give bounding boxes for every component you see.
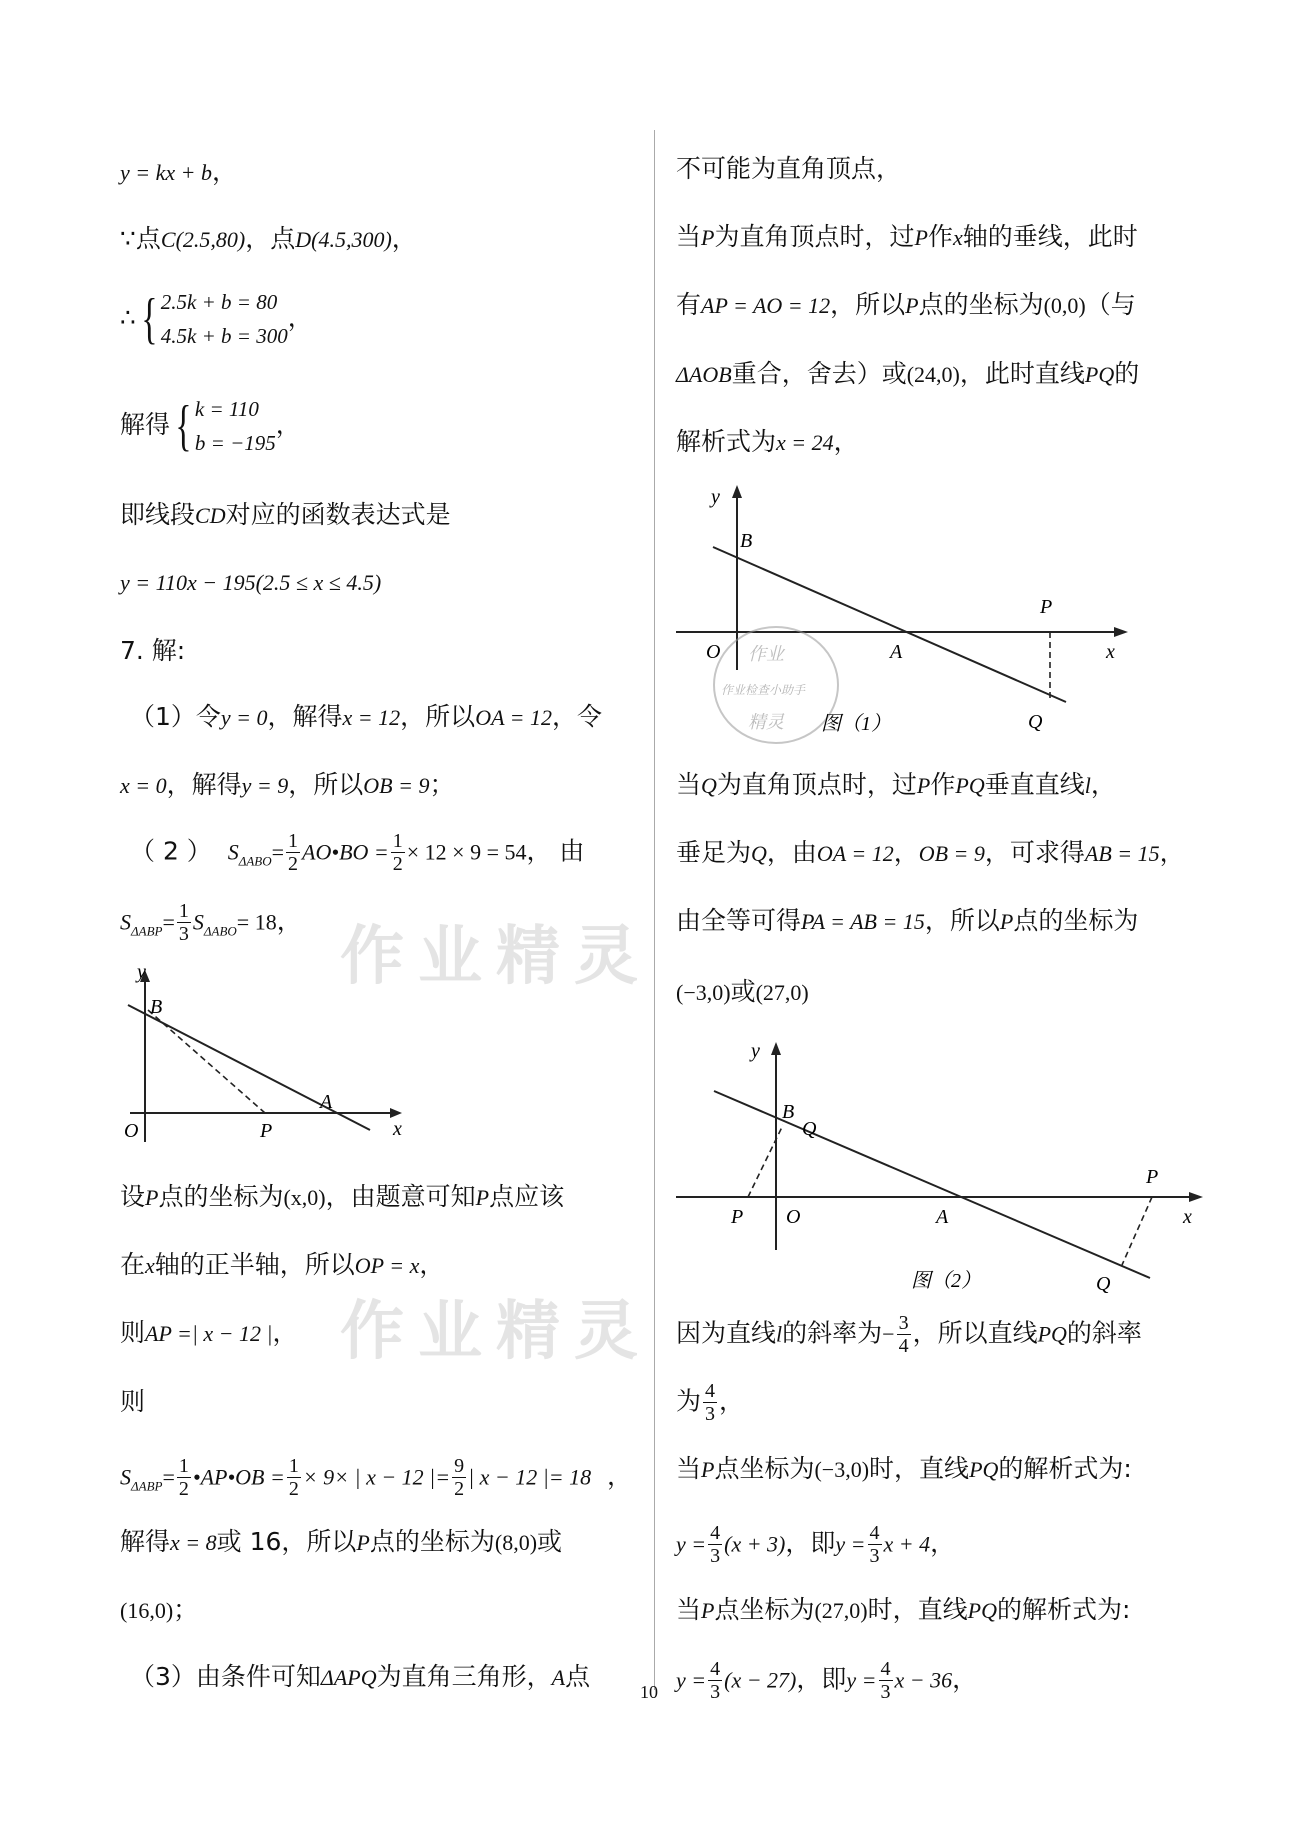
x-label: x [1183, 1206, 1192, 1228]
point-q2-label: Q [1096, 1273, 1111, 1295]
text-line: (−3,0)或(27,0) [676, 977, 809, 1006]
part1-line1: （1）令y = 0，解得x = 12，所以OA = 12，令 [130, 702, 602, 731]
text-line: 解得x = 8或 16，所以P点的坐标为(8,0)或 [120, 1527, 563, 1556]
y-label: y [137, 961, 146, 983]
text-line: 当P点坐标为(27,0)时，直线PQ的解析式为: [676, 1595, 1131, 1624]
equation-system: ∴{ 2.5k + b = 80 4.5k + b = 300， [120, 288, 313, 350]
segment-bp [148, 1010, 265, 1113]
segment-p1q1 [748, 1125, 783, 1197]
line-ab [713, 547, 1066, 702]
point-b-label: B [782, 1101, 795, 1123]
y-axis-arrow [771, 1042, 781, 1055]
function-expression: y = 110x − 195(2.5 ≤ x ≤ 4.5) [120, 570, 382, 595]
point-a-label: A [320, 1091, 333, 1113]
x-label: x [1106, 641, 1115, 663]
line-l [714, 1091, 1150, 1278]
solution-system: 解得{ k = 110 b = −195， [120, 395, 301, 457]
point-p1-label: P [731, 1206, 744, 1228]
x-axis-arrow [1189, 1192, 1203, 1202]
x-axis-arrow [1114, 627, 1128, 637]
area-equation: $S_{\Delta ABP}=$ $\frac{1}{2}$ •AP•OB = $\frac{1}{2}$ × 9× | x − 12 |= $\frac{9}{2}$ | x − 12 |= 18 ， [120, 1455, 633, 1500]
text-line: 则 [120, 1387, 146, 1416]
figure-1-caption: 图（1） [821, 713, 891, 735]
point-p2-label: P [1146, 1166, 1159, 1188]
line-equation-1: y = $\frac{4}{3}$ (x + 3)，即y = $\frac{4}{3}$ x + 4， [676, 1522, 956, 1567]
text-line: 则AP =| x − 12 |， [120, 1318, 298, 1347]
graph-abp [110, 960, 410, 1150]
watermark: 作业精灵 [340, 1295, 652, 1369]
point-a-label: A [890, 641, 903, 663]
points-line: ∵点C(2.5,80)，点D(4.5,300)， [120, 224, 417, 253]
text-line: 解析式为x = 24， [676, 427, 859, 456]
text-line: 当Q为直角顶点时，过P作PQ垂直直线l， [676, 770, 1116, 799]
y-label: y [711, 486, 720, 508]
equation-line: y = kx + b， [120, 157, 238, 186]
page-number: 10 [640, 1682, 658, 1702]
segment-p2q2 [1122, 1197, 1152, 1265]
origin-label: O [124, 1120, 139, 1142]
y-axis-arrow [732, 485, 742, 498]
figure-2 [676, 1025, 1206, 1295]
figure-2-caption: 图（2） [911, 1270, 981, 1292]
text-line: (16,0)； [120, 1595, 199, 1624]
text-line: 即线段CD对应的函数表达式是 [120, 500, 451, 529]
point-q1-label: Q [802, 1118, 817, 1140]
slope-value: 为 $\frac{4}{3}$ ， [676, 1380, 745, 1425]
part2-line1: （ 2 ） $S_{\Delta ABO}=$ $\frac{1}{2}$ AO•BO = $\frac{1}{2}$ × 12 × 9 = 54， 由 [130, 830, 585, 875]
x-axis-arrow [390, 1108, 402, 1118]
line-equation-2: y = $\frac{4}{3}$ (x − 27)，即y = $\frac{4}{3}$ x − 36， [676, 1658, 978, 1703]
text-line: 设P点的坐标为(x,0)，由题意可知P点应该 [120, 1182, 565, 1211]
point-a-label: A [936, 1206, 949, 1228]
text-line: 当P点坐标为(−3,0)时，直线PQ的解析式为: [676, 1454, 1132, 1483]
text-line: ΔAOB重合，舍去）或(24,0)，此时直线PQ的 [676, 359, 1140, 388]
svg-text:作业: 作业 [748, 644, 784, 664]
point-q-label: Q [1028, 711, 1043, 733]
part3-line: （3）由条件可知ΔAPQ为直角三角形，A点 [130, 1662, 591, 1691]
point-p-label: P [260, 1120, 273, 1142]
watermark: 作业精灵 [340, 920, 652, 994]
part2-line2: $S_{\Delta ABP}=$ $\frac{1}{3}$ $S_{\Delta ABO}= 18$， [120, 900, 302, 945]
point-b-label: B [740, 530, 753, 552]
part1-line2: x = 0，解得y = 9，所以OB = 9； [120, 770, 455, 799]
text-line: 当P为直角顶点时，过P作x轴的垂线，此时 [676, 222, 1138, 251]
point-p-label: P [1040, 596, 1053, 618]
point-b-label: B [150, 996, 163, 1018]
origin-label: O [706, 641, 721, 663]
origin-label: O [786, 1206, 801, 1228]
problem-heading: 7. 解: [120, 636, 186, 665]
homework-stamp [714, 627, 838, 743]
text-line: 在x轴的正半轴，所以OP = x， [120, 1250, 445, 1279]
figure-1 [676, 480, 1136, 770]
column-divider [654, 130, 655, 1690]
text-line: 不可能为直角顶点， [676, 154, 902, 183]
text-line: 由全等可得PA = AB = 15，所以P点的坐标为 [676, 906, 1139, 935]
svg-text:精灵: 精灵 [748, 712, 784, 732]
svg-text:作业检查小助手: 作业检查小助手 [721, 683, 806, 697]
slope-line: 因为直线l的斜率为− $\frac{3}{4}$ ，所以直线PQ的斜率 [676, 1312, 1142, 1357]
y-label: y [751, 1040, 760, 1062]
text-line: 垂足为Q，由OA = 12，OB = 9，可求得AB = 15， [676, 838, 1185, 867]
text-line: 有AP = AO = 12，所以P点的坐标为(0,0)（与 [676, 290, 1136, 319]
x-label: x [393, 1118, 402, 1140]
